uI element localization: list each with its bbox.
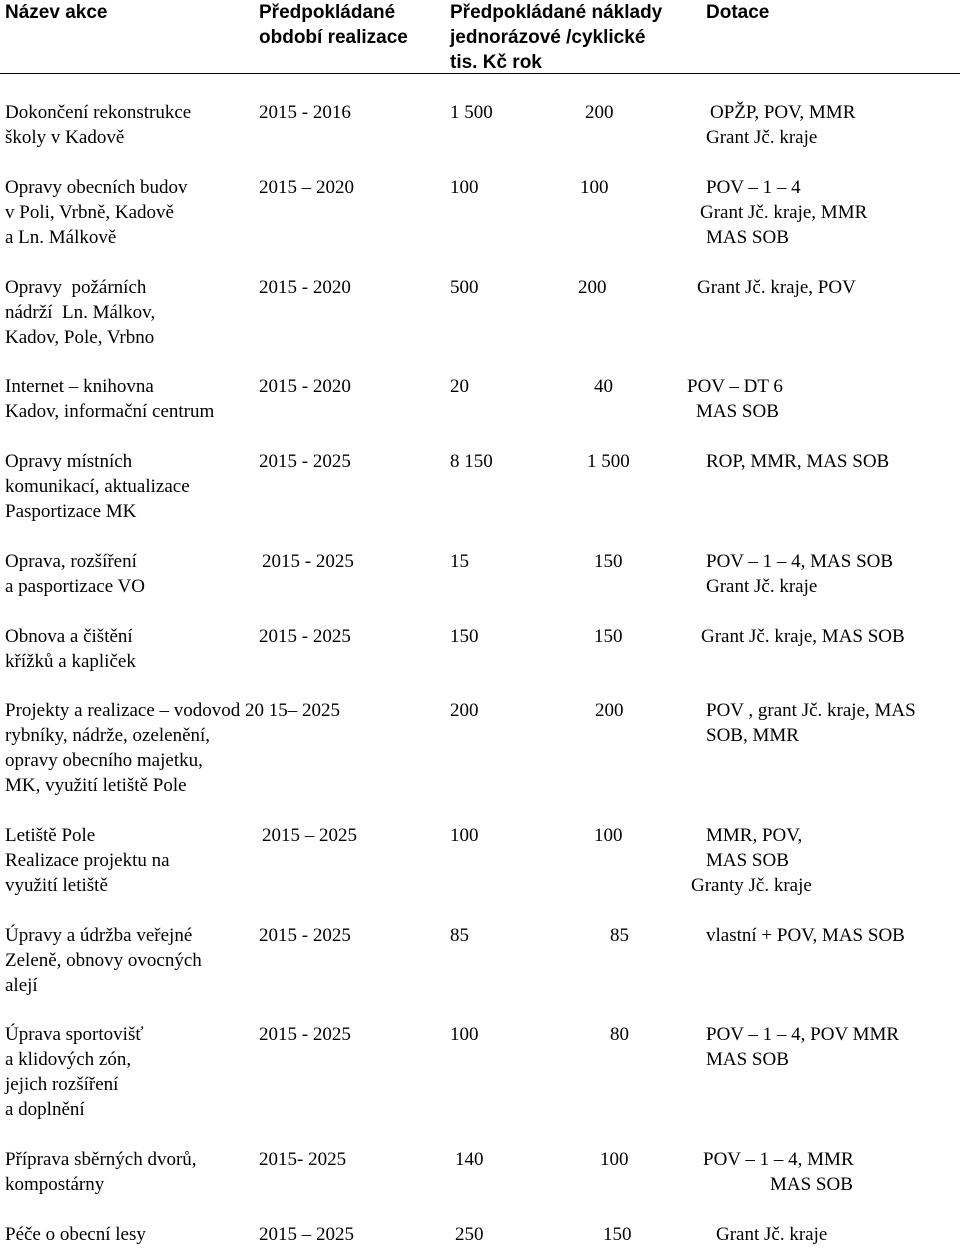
row-subsidy-line: Grant Jč. kraje, POV [697,277,856,298]
row-name-line: Obnova a čištění [5,626,133,647]
row-name-line: a Ln. Málkově [5,227,117,248]
row-period: 2015 - 2025 [262,551,354,572]
row-subsidy-line: MAS SOB [706,1049,789,1070]
row-cost-cyclic: 200 [595,700,624,721]
row-subsidy-line: Granty Jč. kraje [691,875,812,896]
header-costs-line: tis. Kč rok [450,52,542,73]
row-subsidy-line: POV – 1 – 4, MMR [703,1149,854,1170]
row-subsidy-line: POV – 1 – 4 [706,177,801,198]
row-subsidy-line: Grant Jč. kraje, MAS SOB [701,626,905,647]
row-subsidy-line: MAS SOB [696,401,779,422]
row-cost-cyclic: 200 [578,277,607,298]
row-name-line: Zeleně, obnovy ovocných [5,950,202,971]
row-subsidy-line: SOB, MMR [706,725,799,746]
row-name-line: nádrží Ln. Málkov, [5,302,156,323]
row-name-line: v Poli, Vrbně, Kadově [5,202,174,223]
row-subsidy-line: vlastní + POV, MAS SOB [706,925,905,946]
row-cost-cyclic: 100 [594,825,623,846]
row-subsidy-line: POV – 1 – 4, POV MMR [706,1024,900,1045]
row-name-line: školy v Kadově [5,127,125,148]
row-name-line: Opravy místních [5,451,133,472]
row-cost-one-time: 150 [450,626,479,647]
row-subsidy-line: OPŽP, POV, MMR [710,102,856,123]
row-period: 2015 - 2016 [259,102,351,123]
header-costs-line: Předpokládané náklady [450,2,663,23]
row-cost-cyclic: 100 [600,1149,629,1170]
row-subsidy-line: MMR, POV, [706,825,803,846]
row-period: 2015 – 2025 [259,1224,354,1245]
header-divider [0,73,960,74]
row-period: 2015 - 2020 [259,376,351,397]
row-cost-cyclic: 150 [603,1224,632,1245]
row-cost-one-time: 8 150 [450,451,493,472]
row-cost-cyclic: 150 [594,551,623,572]
row-period: 2015 – 2020 [259,177,354,198]
row-cost-cyclic: 150 [594,626,623,647]
row-cost-cyclic: 85 [610,925,629,946]
row-cost-one-time: 85 [450,925,469,946]
row-period: 2015 – 2025 [262,825,357,846]
row-cost-one-time: 100 [450,825,479,846]
row-name-line: alejí [5,975,38,996]
row-subsidy-line: MAS SOB [706,850,789,871]
row-cost-one-time: 15 [450,551,469,572]
row-name-line: Internet – knihovna [5,376,154,397]
row-period: 2015 - 2020 [259,277,351,298]
row-subsidy-line: POV – DT 6 [687,376,783,397]
row-period: 2015 - 2025 [259,925,351,946]
row-cost-cyclic: 40 [594,376,613,397]
row-subsidy-line: POV – 1 – 4, MAS SOB [706,551,894,572]
row-cost-one-time: 500 [450,277,479,298]
row-name-line: Opravy požárních [5,277,147,298]
row-name-line: křížků a kapliček [5,651,136,672]
row-name-line: Péče o obecní lesy [5,1224,146,1245]
row-name-line: jejich rozšíření [5,1074,119,1095]
row-period: 2015 - 2025 [259,451,351,472]
row-subsidy-line: Grant Jč. kraje [706,127,818,148]
row-name-line: opravy obecního majetku, [5,750,203,771]
row-name-line: a doplnění [5,1099,85,1120]
row-period: 2015 - 2025 [259,626,351,647]
row-cost-one-time: 200 [450,700,479,721]
row-name-line: Realizace projektu na [5,850,170,871]
row-subsidy-line: Grant Jč. kraje [716,1224,828,1245]
row-cost-cyclic: 100 [580,177,609,198]
header-period [259,0,408,50]
header-subsidy [706,0,769,25]
row-cost-cyclic: 80 [610,1024,629,1045]
row-name-line: rybníky, nádrže, ozelenění, [5,725,211,746]
row-name-line: Pasportizace MK [5,501,137,522]
row-name-line: Kadov, Pole, Vrbno [5,327,155,348]
row-cost-one-time: 100 [450,1024,479,1045]
row-name-line: Letiště Pole [5,825,96,846]
header-period-line: Předpokládané [259,2,396,23]
row-period: 2015- 2025 [259,1149,347,1170]
row-name-line: MK, využití letiště Pole [5,775,187,796]
row-name-line: Dokončení rekonstrukce [5,102,192,123]
row-cost-one-time: 100 [450,177,479,198]
row-subsidy-line: Grant Jč. kraje [706,576,818,597]
row-cost-one-time: 250 [455,1224,484,1245]
row-period: 2015 - 2025 [259,1024,351,1045]
row-name-line: Opravy obecních budov [5,177,188,198]
header-period-line: období realizace [259,27,408,48]
row-cost-cyclic: 200 [585,102,614,123]
row-name-line: a klidových zón, [5,1049,132,1070]
row-name-line: Kadov, informační centrum [5,401,215,422]
row-name-line: Úpravy a údržba veřejné [5,925,193,946]
header-costs-line: jednorázové /cyklické [450,27,646,48]
row-name-line: Projekty a realizace – vodovod 20 15– 2025 [5,700,341,721]
row-name-line: Úprava sportovišť [5,1024,144,1045]
row-name-line: kompostárny [5,1174,105,1195]
header-subsidy-text: Dotace [706,2,770,23]
row-name-line: využití letiště [5,875,108,896]
row-cost-cyclic: 1 500 [587,451,630,472]
row-subsidy-line: POV , grant Jč. kraje, MAS [706,700,916,721]
row-name-line: Příprava sběrných dvorů, [5,1149,197,1170]
row-name-line: komunikací, aktualizace [5,476,190,497]
row-subsidy-line: MAS SOB [770,1174,853,1195]
row-cost-one-time: 20 [450,376,469,397]
row-name-line: Oprava, rozšíření [5,551,137,572]
header-name-text: Název akce [5,2,108,23]
header-costs [450,0,662,75]
row-subsidy-line: MAS SOB [706,227,789,248]
header-name [5,0,107,25]
row-subsidy-line: Grant Jč. kraje, MMR [700,202,868,223]
row-subsidy-line: ROP, MMR, MAS SOB [706,451,890,472]
row-cost-one-time: 140 [455,1149,484,1170]
row-name-line: a pasportizace VO [5,576,145,597]
row-cost-one-time: 1 500 [450,102,493,123]
